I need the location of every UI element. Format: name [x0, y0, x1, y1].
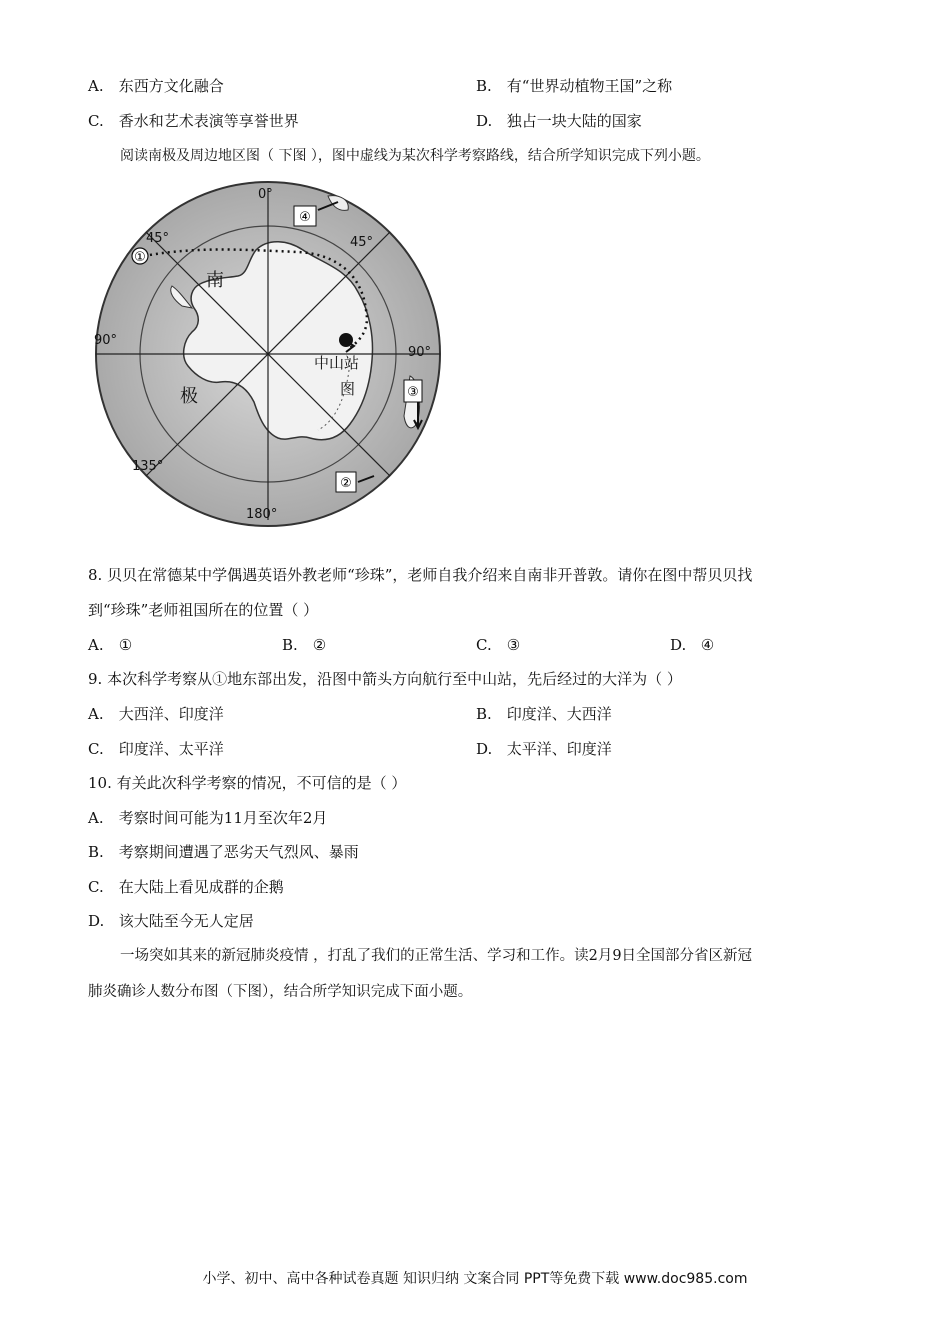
q8-option-a [88, 635, 132, 655]
option-text: ② [312, 636, 327, 654]
label-nan: 南 [206, 270, 224, 291]
label-90deg-right: 90° [408, 345, 432, 360]
svg-text:②: ② [340, 476, 352, 491]
option-text: 考察时间可能为11月至次年2月 [118, 809, 328, 827]
option-text: 太平洋、印度洋 [506, 740, 612, 758]
q10-option-a [88, 808, 327, 828]
option-text: 印度洋、大西洋 [506, 705, 612, 723]
option-text: 东西方文化融合 [118, 77, 224, 95]
label-guan: 图 [340, 380, 356, 398]
svg-text:③: ③ [407, 385, 419, 400]
zhongshan-station-dot [339, 333, 353, 347]
marker-1 [132, 248, 148, 265]
q9-option-c [88, 739, 224, 759]
q10-option-d [88, 911, 254, 931]
option-label: B. [476, 77, 492, 95]
label-90deg-left: 90° [94, 333, 118, 348]
q10-option-b [88, 842, 359, 862]
q9-option-a [88, 704, 224, 724]
option-text: 印度洋、太平洋 [118, 740, 224, 758]
intro-covid-line2: 肺炎确诊人数分布图（下图），结合所学知识完成下面小题。 [88, 984, 473, 1000]
option-text: 香水和艺术表演等享誉世界 [118, 112, 299, 130]
option-text: 在大陆上看见成群的企鹅 [118, 878, 284, 896]
label-zhongshan: 中山站 [314, 354, 360, 372]
q10-stem: 10. 有关此次科学考察的情况，不可信的是（ ） [88, 774, 407, 792]
antarctica-map-figure [88, 180, 448, 528]
option-text: 独占一块大陆的国家 [506, 112, 642, 130]
option-label: A. [88, 77, 104, 95]
option-text: 大西洋、印度洋 [118, 705, 224, 723]
svg-text:①: ① [134, 250, 146, 265]
q7-option-b [476, 76, 672, 96]
intro-covid-line1: 一场突如其来的新冠肺炎疫情 ，打乱了我们的正常生活、学习和工作。读2月9日全国部分省区新冠 [120, 948, 753, 964]
option-label: D. [476, 112, 493, 130]
option-label: A. [88, 636, 104, 654]
option-label: B. [88, 843, 104, 861]
intro-antarctica: 阅读南极及周边地区图（ 下图 ），图中虚线为某次科学考察路线，结合所学知识完成下列小题。 [120, 148, 710, 164]
label-135deg: 135° [132, 459, 164, 474]
q8-option-b [282, 635, 326, 655]
label-0deg: 0° [258, 187, 273, 202]
option-label: C. [476, 636, 492, 654]
option-text: 有“世界动植物王国”之称 [506, 77, 673, 95]
option-label: B. [476, 705, 492, 723]
option-label: C. [88, 740, 104, 758]
option-label: A. [88, 809, 104, 827]
q7-option-d [476, 111, 642, 131]
option-label: B. [282, 636, 298, 654]
label-45deg-right: 45° [350, 235, 374, 250]
q7-option-a [88, 76, 224, 96]
label-180deg: 180° [246, 507, 278, 522]
q8-option-d [670, 635, 714, 655]
page-footer: 小学、初中、高中各种试卷真题 知识归纳 文案合同 PPT等免费下载 www.doc985.com [202, 1271, 748, 1287]
option-label: D. [476, 740, 493, 758]
label-45deg-left: 45° [146, 231, 170, 246]
option-text: ① [118, 636, 133, 654]
q8-option-c [476, 635, 520, 655]
option-text: 该大陆至今无人定居 [118, 912, 254, 930]
q9-stem: 9. 本次科学考察从①地东部出发，沿图中箭头方向航行至中山站，先后经过的大洋为（ ） [88, 670, 682, 688]
option-text: ③ [506, 636, 521, 654]
option-label: A. [88, 705, 104, 723]
label-ji: 极 [180, 386, 198, 407]
q8-stem-line2: 到“珍珠”老师祖国所在的位置（ ） [88, 601, 319, 619]
option-label: C. [88, 878, 104, 896]
q8-stem-line1: 8. 贝贝在常德某中学偶遇英语外教老师“珍珠”，老师自我介绍来自南非开普敦。请你在图中帮贝贝找 [88, 566, 753, 584]
q7-option-c [88, 111, 299, 131]
option-text: 考察期间遭遇了恶劣天气烈风、暴雨 [118, 843, 359, 861]
option-text: ④ [700, 636, 715, 654]
q9-option-d [476, 739, 612, 759]
svg-text:④: ④ [299, 210, 311, 225]
option-label: C. [88, 112, 104, 130]
q10-option-c [88, 877, 284, 897]
option-label: D. [670, 636, 687, 654]
option-label: D. [88, 912, 105, 930]
q9-option-b [476, 704, 612, 724]
